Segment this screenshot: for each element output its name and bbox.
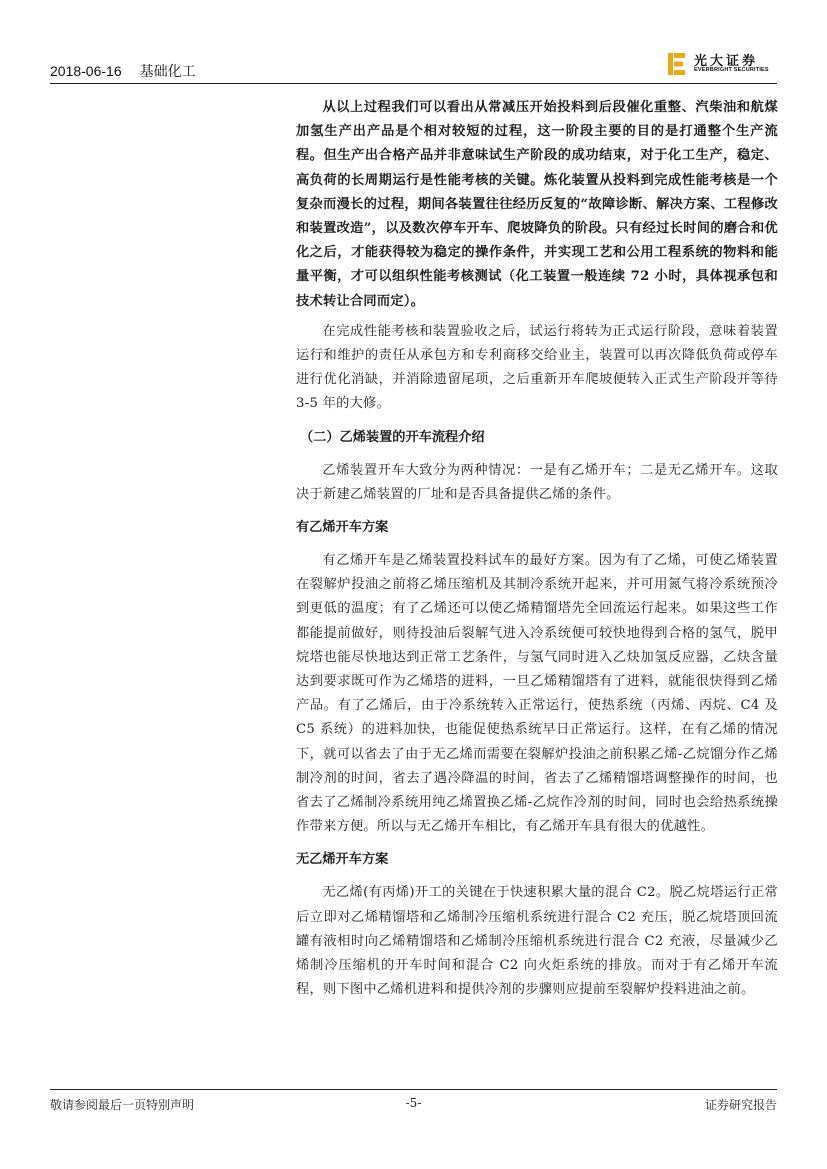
paragraph-2: 在完成性能考核和装置验收之后，试运行将转为正式运行阶段，意味着装置运行和维护的责任从承包方和专利商移交给业主，装置可以再次降低负荷或停车进行优化消缺，并消除遗留尾项，之后重新开车爬坡便转入正式生产阶段并等待 3-5 年的大修。: [296, 323, 778, 412]
paragraph-3: 乙烯装置开车大致分为两种情况：一是有乙烯开车；二是无乙烯开车。这取决于新建乙烯装置的厂址和是否具备提供乙烯的条件。: [296, 462, 778, 502]
paragraph-4: 有乙烯开车是乙烯装置投料试车的最好方案。因为有了乙烯，可使乙烯装置在裂解炉投油之前将乙烯压缩机及其制冷系统开起来，并可用氮气将冷系统预冷到更低的温度；有了乙烯还可以使乙烯精馏塔先全回流运行起来。如果这些工作都能提前做好，则待投油后裂解气进入冷系统便可较快地得到合格的氢气，脱甲烷塔也能尽快地达到正常工艺条件，与氢气同时进入乙炔加氢反应器，乙炔含量达到要求既可作为乙烯塔的进料，一旦乙烯精馏塔有了进料，就能很快得到乙烯产品。有了乙烯后，由于冷系统转入正常运行，使热系统（丙烯、丙烷、C4 及 C5 系统）的进料加快，也能促使热系统早日正常运行。这样，在有乙烯的情况下，就可以省去了由于无乙烯而需要在裂解炉投油之前积累乙烯-乙烷馏分作乙烯制冷剂的时间，省去了遇冷降温的时间，省去了乙烯精馏塔调整操作的时间，也省去了乙烯制冷系统用纯乙烯置换乙烯-乙烷作冷剂的时间，同时也会给热系统操作带来方便。所以与无乙烯开车相比，有乙烯开车具有很大的优越性。: [296, 553, 778, 835]
brand-name-en: EVERBRIGHT SECURITIES: [694, 67, 769, 73]
brand-logo: [667, 50, 777, 80]
subsection-title-with-ethylene: 有乙烯开车方案: [296, 520, 389, 536]
report-sector: 基础化工: [139, 63, 196, 79]
footer-divider: [50, 1089, 777, 1090]
page-number: -5-: [405, 1096, 422, 1110]
report-body: [296, 96, 778, 1003]
footer-disclaimer: 敬请参阅最后一页特别声明: [50, 1098, 195, 1112]
subsection-title-without-ethylene: 无乙烯开车方案: [296, 852, 389, 868]
header-divider: [50, 83, 777, 84]
paragraph-5: 无乙烯(有丙烯)开工的关键在于快速积累大量的混合 C2。脱乙烷塔运行正常后立即对乙烯精馏塔和乙烯制冷压缩机系统进行混合 C2 充压，脱乙烷塔顶回流罐有液相时向乙烯精馏塔和乙烯制冷压缩机系统进行混合 C2 充液，尽量减少乙烯制冷压缩机的开车时间和混合 C2 向火炬系统的排放。而对于有乙烯开车流程，则下图中乙烯机进料和提供冷剂的步骤则应提前至裂解炉投料进油之前。: [296, 885, 778, 998]
header-left: [50, 61, 196, 81]
brand-name-cn: 光大证券: [694, 54, 759, 69]
paragraph-1: 从以上过程我们可以看出从常减压开始投料到后段催化重整、汽柴油和航煤加氢生产出产品是个相对较短的过程，这一阶段主要的目的是打通整个生产流程。但生产出合格产品并非意味试生产阶段的成功结束，对于化工生产，稳定、高负荷的长周期运行是性能考核的关键。炼化装置从投料到完成性能考核是一个复杂而漫长的过程，期间各装置往往经历反复的“故障诊断、解决方案、工程修改和装置改造”，以及数次停车开车、爬坡降负的阶段。只有经过长时间的磨合和优化之后，才能获得较为稳定的操作条件，并实现工艺和公用工程系统的物料和能量平衡，才可以组织性能考核测试（化工装置一般连续 72 小时，具体视承包和技术转让合同而定）。: [296, 100, 778, 309]
footer-doc-type: 证券研究报告: [704, 1098, 777, 1112]
everbright-logo-icon: [667, 52, 687, 76]
page-footer: [50, 1096, 777, 1114]
report-date: 2018-06-16: [50, 63, 122, 79]
section-title: （二）乙烯装置的开车流程介绍: [300, 429, 485, 445]
page-header: [50, 55, 777, 83]
